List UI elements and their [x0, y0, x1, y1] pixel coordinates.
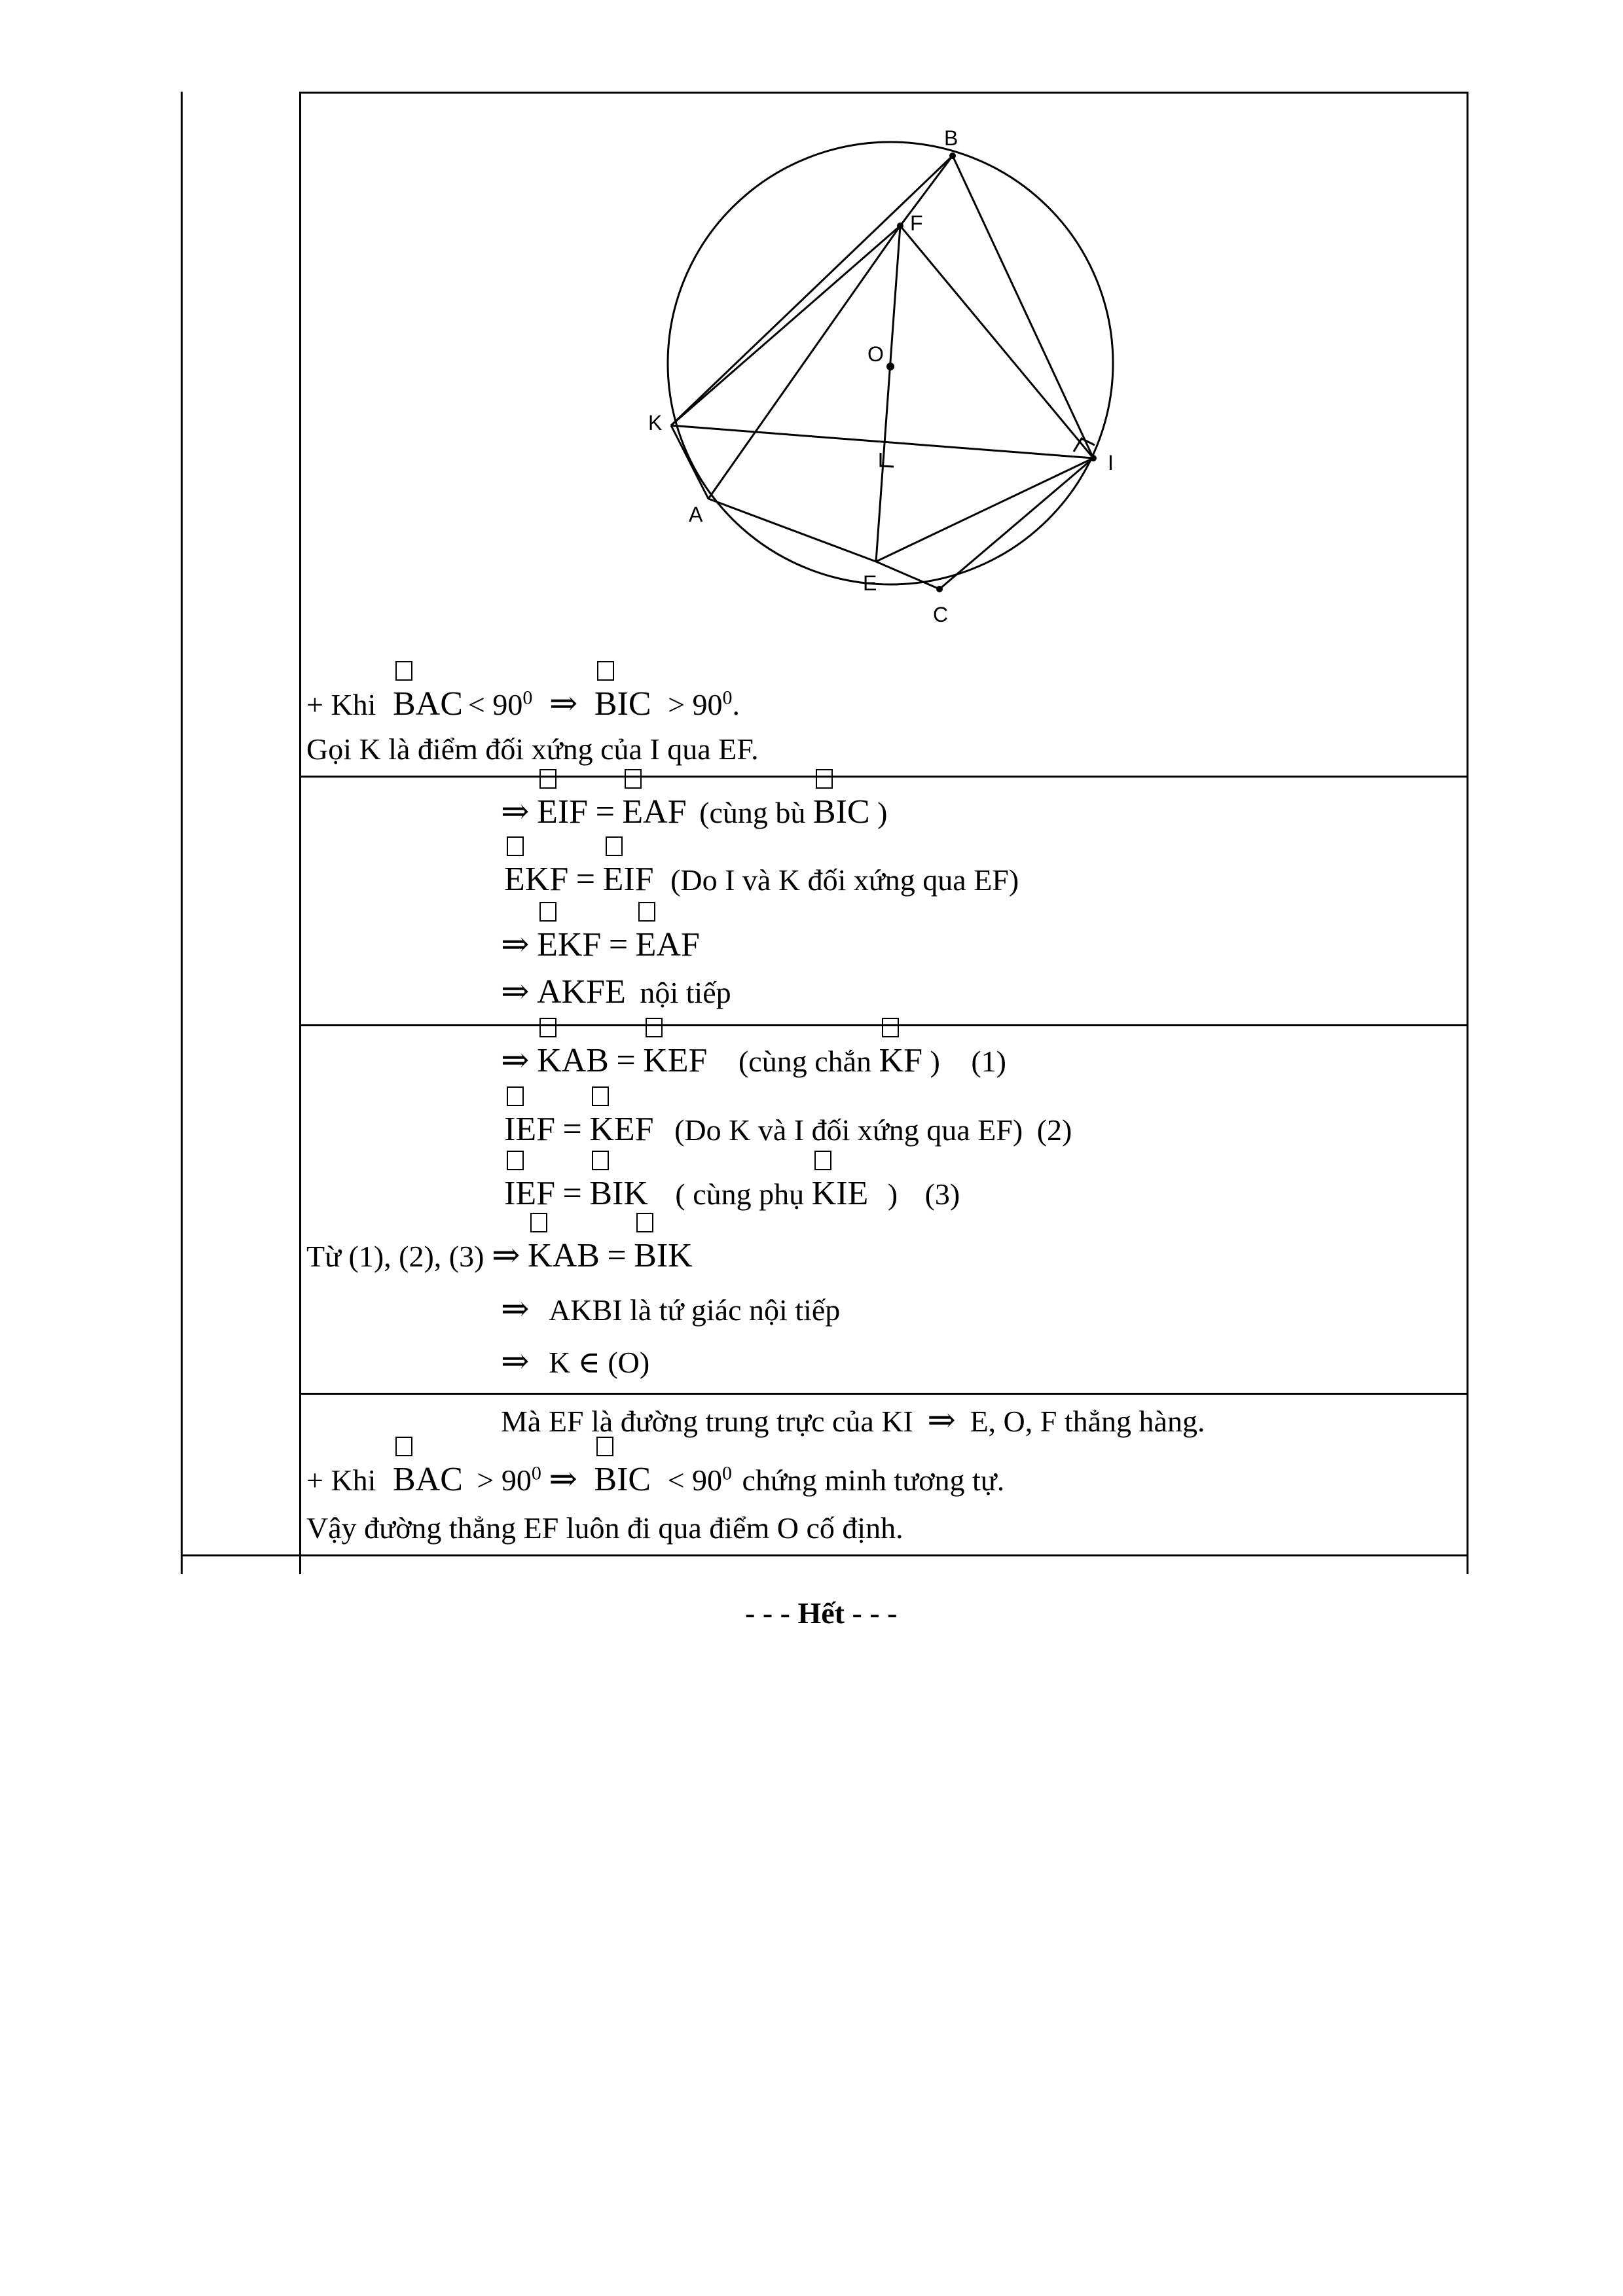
- row4-line1: Mà EF là đường trung trực của KI ⇒ E, O, F thẳng hàng.: [501, 1402, 1205, 1439]
- row3-line4: Từ (1), (2), (3) ⇒ KAB = BIK: [306, 1239, 693, 1273]
- geometry-figure: [642, 118, 1139, 641]
- segment-bi: [953, 156, 1093, 458]
- angle-hat-icon: [596, 1437, 613, 1456]
- angle-bic-3: BIC: [594, 1463, 651, 1497]
- label-a: A: [689, 503, 703, 526]
- angle-hat-icon: [625, 769, 642, 789]
- angle-hat-icon: [638, 902, 655, 922]
- angle-hat-icon: [814, 1151, 831, 1170]
- angle-hat-icon: [592, 1086, 609, 1106]
- right-angle-mark-i: [1074, 439, 1095, 452]
- table-top-border: [299, 92, 1468, 94]
- angle-hat-icon: [539, 902, 556, 922]
- segment-ka: [671, 425, 708, 499]
- segment-ei: [876, 458, 1093, 562]
- angle-hat-icon: [646, 1018, 663, 1037]
- angle-kef-2: KEF: [589, 1113, 653, 1147]
- angle-hat-icon: [395, 661, 412, 681]
- row3-line6: ⇒ K ∈ (O): [501, 1343, 650, 1380]
- row4-line3: Vậy đường thẳng EF luôn đi qua điểm O cố định.: [306, 1511, 903, 1545]
- row2-line2: EKF = EIF (Do I và K đối xứng qua EF): [504, 863, 1019, 897]
- label-k: K: [648, 411, 663, 435]
- row3-line3: IEF = BIK ( cùng phụ KIE ) (3): [504, 1177, 960, 1211]
- label-o: O: [867, 342, 884, 366]
- row-divider-1: [299, 776, 1468, 778]
- row3-line1: ⇒ KAB = KEF (cùng chắn KF ) (1): [501, 1044, 1006, 1078]
- label-c: C: [933, 603, 949, 626]
- angle-hat-icon: [395, 1437, 412, 1456]
- angle-hat-icon: [816, 769, 833, 789]
- row3-line5: ⇒ AKBI là tứ giác nội tiếp: [501, 1291, 841, 1328]
- angle-bac: BAC: [393, 687, 463, 721]
- angle-kab: KAB: [537, 1044, 609, 1078]
- angle-hat-icon: [539, 1018, 556, 1037]
- khi-text: + Khi: [306, 688, 376, 721]
- row3-line2: IEF = KEF (Do K và I đối xứng qua EF) (2): [504, 1113, 1072, 1147]
- angle-ekf: EKF: [504, 863, 568, 897]
- angle-eif: EIF: [537, 795, 588, 829]
- angle-hat-icon: [597, 661, 614, 681]
- segment-ic: [939, 458, 1093, 589]
- row2-line3: ⇒ EKF = EAF: [501, 928, 700, 962]
- row1-line2: Gọi K là điểm đối xứng của I qua EF.: [306, 732, 759, 766]
- angle-hat-icon: [507, 1151, 524, 1170]
- angle-kie: KIE: [812, 1177, 869, 1211]
- angle-ekf-2: EKF: [537, 928, 601, 962]
- label-e: E: [863, 571, 877, 595]
- angle-hat-icon: [592, 1151, 609, 1170]
- table-left-border: [299, 92, 301, 1574]
- label-f: F: [910, 211, 923, 235]
- angle-hat-icon: [539, 769, 556, 789]
- segment-bf: [900, 156, 953, 226]
- angle-kef: KEF: [643, 1044, 707, 1078]
- left-margin-line: [181, 92, 183, 1574]
- arc-kf: KF: [879, 1044, 922, 1078]
- label-b: B: [944, 126, 958, 150]
- angle-hat-icon: [636, 1213, 653, 1232]
- angle-bic: BIC: [594, 687, 651, 721]
- angle-bik-2: BIK: [634, 1239, 693, 1273]
- row2-line4: ⇒ AKFE nội tiếp: [501, 973, 731, 1011]
- segment-ki: [671, 425, 1093, 458]
- angle-hat-icon: [507, 836, 524, 856]
- angle-kab-2: KAB: [528, 1239, 600, 1273]
- table-right-border: [1467, 92, 1468, 1574]
- angle-ief-2: IEF: [504, 1177, 555, 1211]
- segment-kf: [671, 226, 900, 425]
- angle-hat-icon: [507, 1086, 524, 1106]
- angle-hat-icon: [606, 836, 623, 856]
- row-divider-3: [299, 1393, 1468, 1395]
- angle-bac-2: BAC: [393, 1463, 463, 1497]
- row1-line1: + Khi BAC < $90^0$ ⇒ BIC > $90^0$.: [306, 687, 740, 721]
- angle-eif-2: EIF: [603, 863, 654, 897]
- segment-fi: [900, 226, 1093, 458]
- angle-hat-icon: [530, 1213, 547, 1232]
- angle-bik: BIK: [589, 1177, 648, 1211]
- row2-line1: ⇒ EIF = EAF (cùng bù BIC ): [501, 795, 887, 829]
- segment-kb: [671, 156, 953, 425]
- angle-ief: IEF: [504, 1113, 555, 1147]
- table-bottom-border: [181, 1554, 1468, 1556]
- angle-eaf-2: EAF: [636, 928, 700, 962]
- footer-het: - - - Hết - - -: [745, 1596, 898, 1630]
- segment-ae: [708, 499, 876, 562]
- label-i: I: [1108, 451, 1114, 475]
- angle-bic-2: BIC: [813, 795, 870, 829]
- arc-hat-icon: [882, 1018, 899, 1037]
- segment-fe: [876, 226, 900, 562]
- row4-line2: + Khi BAC > $90^0$ ⇒ BIC < $90^0$ chứng minh tương tự.: [306, 1463, 1004, 1497]
- angle-eaf: EAF: [622, 795, 686, 829]
